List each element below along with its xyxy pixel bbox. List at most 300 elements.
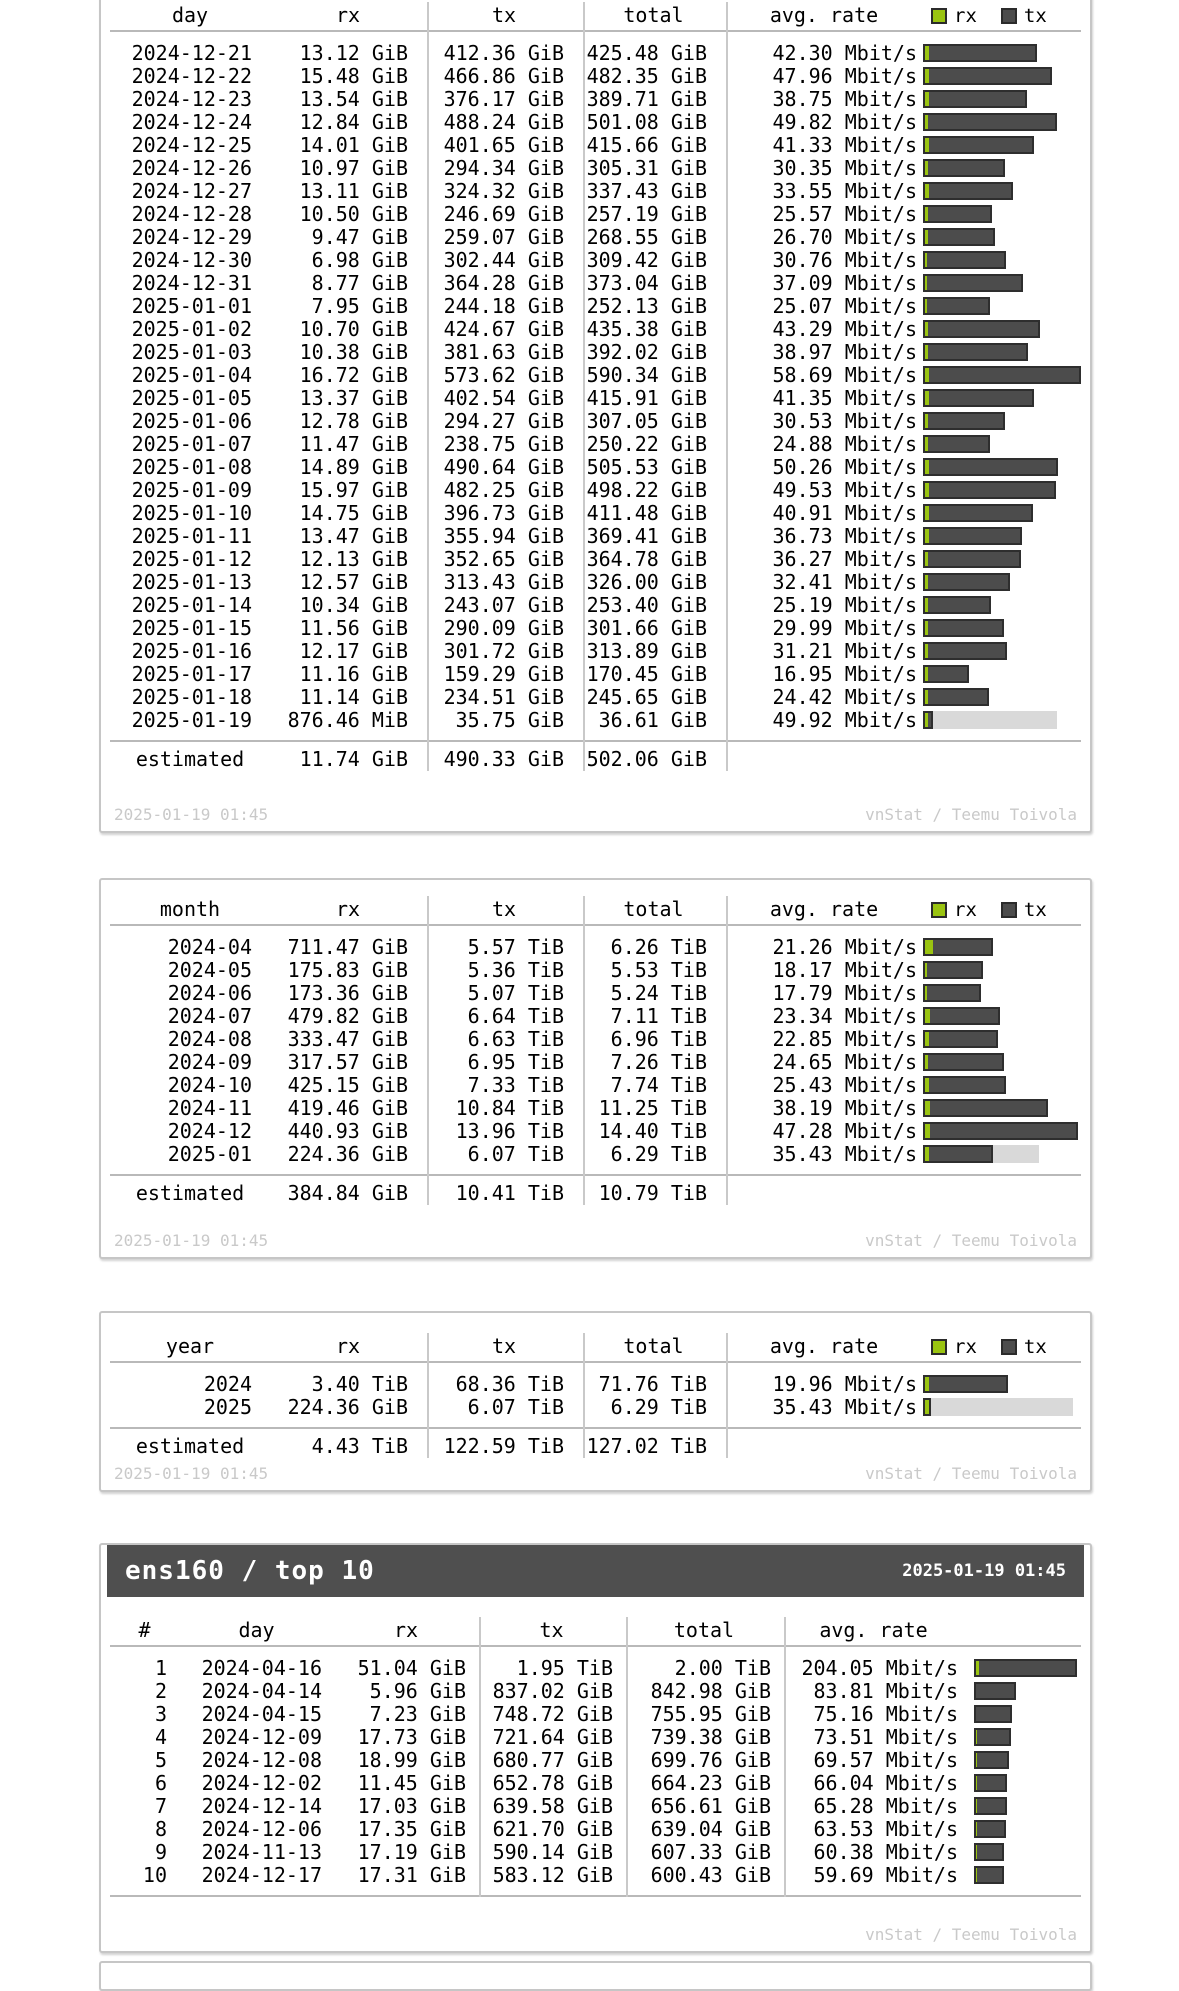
cell-day: 2025-01-19: [131, 709, 252, 732]
column-header-year: year: [165, 1334, 215, 1358]
cell-day: 2024-04-14: [201, 1680, 322, 1703]
top10-title-bar: [107, 1545, 1084, 1597]
rate-bar-actual: [974, 1659, 1077, 1677]
cell-day: 2024-12-31: [131, 272, 252, 295]
rate-bar-tx-segment: [928, 667, 967, 681]
cell-tx: 721.64 GiB: [492, 1726, 613, 1749]
avg-rate-bar: [923, 251, 1081, 269]
rx-legend-swatch-icon: [931, 1339, 947, 1355]
cell-avg-rate: 49.92 Mbit/s: [772, 709, 917, 732]
rx-legend-swatch-icon: [931, 902, 947, 918]
avg-rate-bar: [923, 113, 1081, 131]
cell-avg-rate: 47.96 Mbit/s: [772, 65, 917, 88]
cell-total: 170.45 GiB: [586, 663, 707, 686]
cell-avg-rate: 60.38 Mbit/s: [813, 1841, 958, 1864]
avg-rate-bar-cell: [923, 1074, 1081, 1097]
rate-bar-actual: [923, 1030, 998, 1048]
table-row: [110, 1749, 1081, 1772]
column-header-rx: rx: [335, 897, 361, 921]
cell-avg-rate: 26.70 Mbit/s: [772, 226, 917, 249]
cell-tx: 680.77 GiB: [492, 1749, 613, 1772]
cell-total: 498.22 GiB: [586, 479, 707, 502]
avg-rate-bar: [923, 458, 1081, 476]
avg-rate-bar-cell: [923, 203, 1081, 226]
cell-tx: 238.75 GiB: [443, 433, 564, 456]
cell-avg-rate: 33.55 Mbit/s: [772, 180, 917, 203]
table-row: [110, 1074, 1081, 1097]
legend-rx: [931, 3, 977, 29]
rate-bar-actual: [923, 711, 933, 729]
cell-rx: 14.01 GiB: [299, 134, 408, 157]
avg-rate-bar-cell: [923, 295, 1081, 318]
rate-bar-tx-segment: [929, 1032, 996, 1046]
cell-day: 2024-12-27: [131, 180, 252, 203]
table-row: [110, 111, 1081, 134]
cell-day: 2025-01-07: [131, 433, 252, 456]
avg-rate-bar-cell: [923, 157, 1081, 180]
cell-total: 250.22 GiB: [586, 433, 707, 456]
rate-bar-rx-segment: [925, 1400, 929, 1414]
rate-bar-actual: [923, 251, 1006, 269]
cell-avg-rate: 18.17 Mbit/s: [772, 959, 917, 982]
cell-avg-rate: 69.57 Mbit/s: [813, 1749, 958, 1772]
cell-day: 2025-01-13: [131, 571, 252, 594]
cell-avg-rate: 50.26 Mbit/s: [772, 456, 917, 479]
table-row: [110, 88, 1081, 111]
table-bottom-rule: [110, 1895, 1081, 1897]
yearly-stats-panel: [99, 1311, 1092, 1492]
rate-bar-actual: [974, 1751, 1009, 1769]
cell-tx: 294.27 GiB: [443, 410, 564, 433]
cell-rx: 15.97 GiB: [299, 479, 408, 502]
table-row: [110, 1005, 1081, 1028]
avg-rate-bar: [923, 619, 1081, 637]
avg-rate-bar-cell: [923, 1143, 1081, 1166]
cell-avg-rate: 65.28 Mbit/s: [813, 1795, 958, 1818]
vnstat-credit: vnStat / Teemu Toivola: [865, 1231, 1077, 1250]
rate-bar-tx-segment: [928, 644, 1005, 658]
column-header-total: total: [623, 3, 684, 27]
rate-bar-actual: [923, 228, 995, 246]
cell-total: 590.34 GiB: [586, 364, 707, 387]
table-row: [110, 387, 1081, 410]
cell-tx: 639.58 GiB: [492, 1795, 613, 1818]
avg-rate-bar-cell: [964, 1657, 1081, 1680]
cell-day: 2025-01-04: [131, 364, 252, 387]
avg-rate-bar: [923, 596, 1081, 614]
avg-rate-bar-cell: [923, 1028, 1081, 1051]
avg-rate-bar-cell: [923, 1051, 1081, 1074]
legend-rx: [931, 1334, 977, 1360]
avg-rate-bar: [923, 481, 1081, 499]
rate-bar-actual: [923, 67, 1052, 85]
rate-bar-actual: [974, 1797, 1007, 1815]
table-row: [110, 42, 1081, 65]
avg-rate-bar: [974, 1820, 1081, 1838]
cell-rx: 11.14 GiB: [299, 686, 408, 709]
panel-footer: [114, 1233, 1077, 1249]
cell-day: 2025-01-02: [131, 318, 252, 341]
cell-day: 2025-01-16: [131, 640, 252, 663]
avg-rate-bar-cell: [923, 571, 1081, 594]
cell-avg-rate: 66.04 Mbit/s: [813, 1772, 958, 1795]
cell-tx: 401.65 GiB: [443, 134, 564, 157]
cell-avg-rate: 63.53 Mbit/s: [813, 1818, 958, 1841]
rate-bar-actual: [923, 205, 992, 223]
cell-day: 2025-01-03: [131, 341, 252, 364]
rate-bar-actual: [923, 665, 969, 683]
cell-avg-rate: 29.99 Mbit/s: [772, 617, 917, 640]
avg-rate-bar: [923, 938, 1081, 956]
cell-rx: 11.47 GiB: [299, 433, 408, 456]
rate-bar-actual: [923, 366, 1081, 384]
table-row: [110, 479, 1081, 502]
column-header-tx: tx: [491, 1334, 517, 1358]
cell-month: 2024-10: [167, 1074, 252, 1097]
cell-avg-rate: 58.69 Mbit/s: [772, 364, 917, 387]
cell-avg-rate: 38.19 Mbit/s: [772, 1097, 917, 1120]
table-row: [110, 502, 1081, 525]
avg-rate-bar-cell: [923, 982, 1081, 1005]
legend-rx: [931, 897, 977, 923]
rate-bar-tx-segment: [929, 46, 1035, 60]
rate-bar-tx-segment: [929, 483, 1054, 497]
cell-rx: 12.13 GiB: [299, 548, 408, 571]
avg-rate-bar-cell: [964, 1726, 1081, 1749]
cell-total: 305.31 GiB: [586, 157, 707, 180]
table-row: [110, 295, 1081, 318]
cell-total: 842.98 GiB: [650, 1680, 771, 1703]
legend-tx: [1001, 1334, 1047, 1360]
rate-bar-tx-segment: [977, 1730, 1009, 1744]
bar-legend: [923, 2, 1081, 30]
cell-total: 257.19 GiB: [586, 203, 707, 226]
cell-total: 245.65 GiB: [586, 686, 707, 709]
rate-bar-tx-segment: [977, 1753, 1007, 1767]
cell-tx: 6.07 TiB: [467, 1143, 564, 1166]
estimated-separator: [110, 1174, 1081, 1176]
column-divider: [784, 1617, 786, 1897]
cell-tx: 5.07 TiB: [467, 982, 564, 1005]
rate-bar-tx-segment: [929, 391, 1032, 405]
cell-rx: 10.34 GiB: [299, 594, 408, 617]
cell-tx: 6.07 TiB: [467, 1396, 564, 1419]
rate-bar-tx-segment: [929, 1377, 1006, 1391]
rate-bar-tx-segment: [928, 713, 931, 727]
cell-year: 2025: [203, 1396, 252, 1419]
rate-bar-tx-segment: [929, 69, 1050, 83]
rate-bar-actual: [923, 343, 1028, 361]
cell-day: 2024-12-17: [201, 1864, 322, 1887]
rate-bar-tx-segment: [929, 138, 1032, 152]
avg-rate-bar: [923, 182, 1081, 200]
rate-bar-actual: [923, 1375, 1008, 1393]
rate-bar-actual: [923, 159, 1005, 177]
cell-day: 2024-12-14: [201, 1795, 322, 1818]
rate-bar-tx-segment: [927, 276, 1021, 290]
cell-total: 253.40 GiB: [586, 594, 707, 617]
avg-rate-bar: [923, 1053, 1081, 1071]
cell-tx: 355.94 GiB: [443, 525, 564, 548]
legend-rx-label: rx: [954, 1336, 977, 1358]
table-header-row: [110, 896, 1081, 924]
cell-rx: 7.23 GiB: [369, 1703, 466, 1726]
cell-avg-rate: 16.95 Mbit/s: [772, 663, 917, 686]
rate-bar-actual: [923, 44, 1037, 62]
table-row: [110, 134, 1081, 157]
avg-rate-bar: [923, 642, 1081, 660]
cell-rx: 224.36 GiB: [287, 1396, 408, 1419]
cell-day: 2025-01-10: [131, 502, 252, 525]
rate-bar-actual: [923, 412, 1005, 430]
avg-rate-bar: [974, 1843, 1081, 1861]
cell-avg-rate: 30.76 Mbit/s: [772, 249, 917, 272]
cell-rx: 10.70 GiB: [299, 318, 408, 341]
cell-avg-rate: 37.09 Mbit/s: [772, 272, 917, 295]
column-divider: [726, 896, 728, 1205]
estimated-row: [110, 748, 1081, 771]
cell-avg-rate: 35.43 Mbit/s: [772, 1143, 917, 1166]
cell-rx: 12.17 GiB: [299, 640, 408, 663]
rate-bar-tx-segment: [930, 1009, 998, 1023]
cell-rx: 175.83 GiB: [287, 959, 408, 982]
avg-rate-bar: [923, 1398, 1081, 1416]
rate-bar-tx-segment: [929, 368, 1079, 382]
avg-rate-bar: [923, 1007, 1081, 1025]
table-row: [110, 1028, 1081, 1051]
cell-month: 2024-04: [167, 936, 252, 959]
table-row: [110, 456, 1081, 479]
avg-rate-bar-cell: [923, 1005, 1081, 1028]
rate-bar-actual: [923, 1007, 1000, 1025]
rate-bar-tx-segment: [927, 963, 981, 977]
table-header-row: [110, 1333, 1081, 1361]
column-divider: [427, 896, 429, 1205]
cell-avg-rate: 43.29 Mbit/s: [772, 318, 917, 341]
table-row: [110, 1657, 1081, 1680]
cell-tx: 6.63 TiB: [467, 1028, 564, 1051]
title-timestamp: 2025-01-19 01:45: [902, 1561, 1066, 1581]
header-underline: [110, 1361, 1081, 1363]
rate-bar-tx-segment: [928, 115, 1055, 129]
cell-rx: 13.12 GiB: [299, 42, 408, 65]
table-row: [110, 1143, 1081, 1166]
cell-avg-rate: 41.33 Mbit/s: [772, 134, 917, 157]
cell-rx: 479.82 GiB: [287, 1005, 408, 1028]
cell-day: 2025-01-05: [131, 387, 252, 410]
rate-bar-tx-segment: [930, 1101, 1046, 1115]
rate-bar-actual: [923, 320, 1040, 338]
table-row: [110, 410, 1081, 433]
avg-rate-bar-cell: [923, 180, 1081, 203]
cell-avg-rate: 83.81 Mbit/s: [813, 1680, 958, 1703]
cell-tx: 10.84 TiB: [455, 1097, 564, 1120]
cell-rx: 8.77 GiB: [311, 272, 408, 295]
avg-rate-bar-cell: [923, 502, 1081, 525]
rate-bar-actual: [923, 1099, 1048, 1117]
column-header-tx: tx: [539, 1618, 564, 1642]
column-header-day: day: [238, 1618, 275, 1642]
avg-rate-bar: [974, 1728, 1081, 1746]
table-header-row: [110, 1617, 1081, 1645]
rate-bar-actual: [923, 297, 990, 315]
cell-day: 2024-12-25: [131, 134, 252, 157]
cell-rx: 5.96 GiB: [369, 1680, 466, 1703]
rate-bar-tx-segment: [927, 253, 1004, 267]
avg-rate-bar: [923, 1030, 1081, 1048]
rate-bar-actual: [923, 435, 990, 453]
cell-rx: 16.72 GiB: [299, 364, 408, 387]
avg-rate-bar: [974, 1751, 1081, 1769]
table-row: [110, 525, 1081, 548]
rate-bar-actual: [923, 527, 1022, 545]
cell-tx: 364.28 GiB: [443, 272, 564, 295]
avg-rate-bar: [923, 228, 1081, 246]
cell-rx: 440.93 GiB: [287, 1120, 408, 1143]
estimated-label: estimated: [135, 1435, 245, 1458]
avg-rate-bar-cell: [923, 1396, 1081, 1419]
cell-total: 505.53 GiB: [586, 456, 707, 479]
rate-bar-tx-segment: [928, 161, 1003, 175]
avg-rate-bar-cell: [923, 1097, 1081, 1120]
avg-rate-bar-cell: [923, 456, 1081, 479]
cell-avg-rate: 73.51 Mbit/s: [813, 1726, 958, 1749]
rate-bar-tx-segment: [977, 1776, 1005, 1790]
table-row: [110, 982, 1081, 1005]
avg-rate-bar-cell: [923, 525, 1081, 548]
rate-bar-tx-segment: [928, 414, 1003, 428]
cell-total: 326.00 GiB: [586, 571, 707, 594]
rate-bar-tx-segment: [929, 1078, 1004, 1092]
legend-tx-label: tx: [1023, 899, 1047, 921]
cell-month: 2024-09: [167, 1051, 252, 1074]
rate-bar-tx-segment: [929, 92, 1025, 106]
table-row: [110, 640, 1081, 663]
cell-rx: 6.98 GiB: [311, 249, 408, 272]
cell-day: 2024-12-06: [201, 1818, 322, 1841]
cell-avg-rate: 75.16 Mbit/s: [813, 1703, 958, 1726]
avg-rate-bar: [923, 711, 1081, 729]
estimated-tx: 122.59 TiB: [443, 1435, 564, 1458]
cell-total: 425.48 GiB: [586, 42, 707, 65]
rate-bar-tx-segment: [927, 986, 979, 1000]
avg-rate-bar-cell: [923, 88, 1081, 111]
rate-bar-tx-segment: [976, 1707, 1010, 1721]
table-row: [110, 1680, 1081, 1703]
rx-legend-swatch-icon: [931, 8, 947, 24]
cell-rx: 13.47 GiB: [299, 525, 408, 548]
header-underline: [110, 30, 1081, 32]
column-divider: [583, 1333, 585, 1458]
table-row: [110, 1097, 1081, 1120]
legend-rx-label: rx: [954, 5, 977, 27]
cell-total: 337.43 GiB: [586, 180, 707, 203]
cell-rx: 9.47 GiB: [311, 226, 408, 249]
rate-bar-actual: [923, 274, 1023, 292]
vnstat-credit: vnStat / Teemu Toivola: [865, 805, 1077, 824]
estimated-row: [110, 1435, 1081, 1458]
rate-bar-actual: [974, 1843, 1004, 1861]
cell-avg-rate: 35.43 Mbit/s: [772, 1396, 917, 1419]
table-row: [110, 1120, 1081, 1143]
cell-tx: 490.64 GiB: [443, 456, 564, 479]
avg-rate-bar: [923, 1145, 1081, 1163]
rate-bar-actual: [923, 961, 983, 979]
rate-bar-rx-segment: [925, 940, 933, 954]
cell--: 10: [142, 1864, 167, 1887]
header-underline: [110, 924, 1081, 926]
cell-avg-rate: 24.65 Mbit/s: [772, 1051, 917, 1074]
cell-total: 309.42 GiB: [586, 249, 707, 272]
avg-rate-bar: [923, 550, 1081, 568]
cell-avg-rate: 38.75 Mbit/s: [772, 88, 917, 111]
cell-avg-rate: 36.27 Mbit/s: [772, 548, 917, 571]
avg-rate-bar: [923, 504, 1081, 522]
avg-rate-bar-cell: [923, 249, 1081, 272]
column-divider: [427, 2, 429, 771]
rate-bar-actual: [923, 90, 1027, 108]
header-underline: [110, 1645, 1081, 1647]
cell-day: 2025-01-08: [131, 456, 252, 479]
avg-rate-bar: [923, 1375, 1081, 1393]
cell-rx: 11.56 GiB: [299, 617, 408, 640]
cell-tx: 837.02 GiB: [492, 1680, 613, 1703]
avg-rate-bar: [974, 1797, 1081, 1815]
avg-rate-bar-cell: [923, 111, 1081, 134]
cell-tx: 7.33 TiB: [467, 1074, 564, 1097]
cell-day: 2025-01-15: [131, 617, 252, 640]
table-row: [110, 709, 1081, 732]
cell--: 6: [154, 1772, 167, 1795]
cell-total: 6.96 TiB: [610, 1028, 707, 1051]
cell-tx: 482.25 GiB: [443, 479, 564, 502]
next-panel-partial: [99, 1961, 1092, 1991]
rate-bar-actual: [923, 688, 989, 706]
generated-timestamp: 2025-01-19 01:45: [114, 805, 269, 824]
rate-bar-actual: [923, 458, 1058, 476]
cell-tx: 6.64 TiB: [467, 1005, 564, 1028]
estimated-separator: [110, 1427, 1081, 1429]
cell-tx: 35.75 GiB: [455, 709, 564, 732]
cell-avg-rate: 36.73 Mbit/s: [772, 525, 917, 548]
table-row: [110, 1373, 1081, 1396]
column-header-tx: tx: [491, 3, 517, 27]
cell-tx: 424.67 GiB: [443, 318, 564, 341]
cell-total: 607.33 GiB: [650, 1841, 771, 1864]
avg-rate-bar: [923, 984, 1081, 1002]
column-divider: [427, 1333, 429, 1458]
column-header-rank: #: [138, 1618, 151, 1642]
cell-day: 2024-12-09: [201, 1726, 322, 1749]
cell-rx: 13.54 GiB: [299, 88, 408, 111]
cell-total: 313.89 GiB: [586, 640, 707, 663]
cell-total: 7.74 TiB: [610, 1074, 707, 1097]
cell-day: 2024-12-22: [131, 65, 252, 88]
cell-total: 252.13 GiB: [586, 295, 707, 318]
legend-tx: [1001, 897, 1047, 923]
rate-bar-tx-segment: [979, 1661, 1075, 1675]
avg-rate-bar: [974, 1659, 1081, 1677]
cell-avg-rate: 30.53 Mbit/s: [772, 410, 917, 433]
cell--: 9: [154, 1841, 167, 1864]
estimated-total: 502.06 GiB: [586, 748, 707, 771]
cell-rx: 317.57 GiB: [287, 1051, 408, 1074]
cell-day: 2025-01-11: [131, 525, 252, 548]
cell-total: 268.55 GiB: [586, 226, 707, 249]
avg-rate-bar-cell: [923, 479, 1081, 502]
rate-bar-actual: [974, 1774, 1007, 1792]
rate-bar-actual: [923, 481, 1056, 499]
